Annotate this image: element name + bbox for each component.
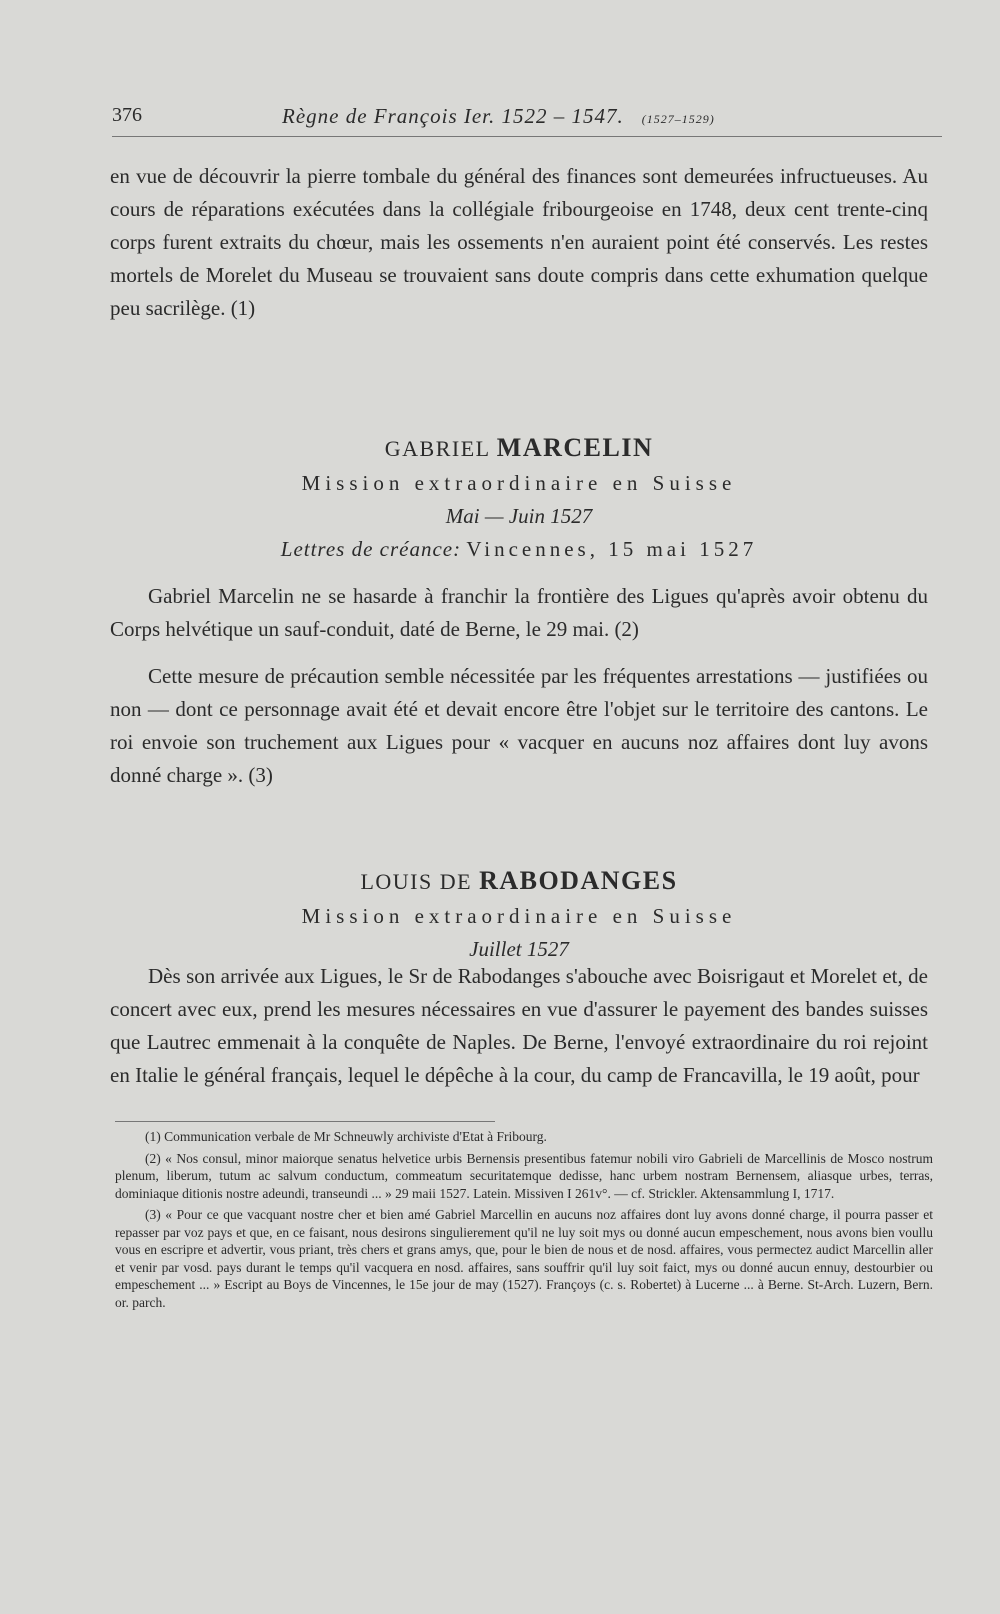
- section-title-prefix: GABRIEL: [384, 436, 490, 461]
- footnote-2: (2) « Nos consul, minor maiorque senatus helvetice urbis Bernensis presentibus fatemur nobili viro Gabrieli de Marcellinis de Mosco nostrum plenum, liberum, tutum ac salvum conductum, commeatum securitatemque dedisse, hanc urbem nostram Bernensem, aliasque urbes, terras, dominiaque ditionis nostre adeundi, transeundi ... » 29 maii 1527. Latein. Missiven I 261v°. — cf. Strickler. Aktensammlung I, 1717.: [115, 1150, 933, 1201]
- section-heading-marcelin: [110, 433, 928, 562]
- intro-paragraph-block: [110, 160, 928, 325]
- page-header: [112, 96, 942, 136]
- mission-dates: Juillet 1527: [469, 937, 569, 961]
- running-title-range: (1527–1529): [641, 112, 715, 126]
- creance-label: Lettres de créance:: [280, 537, 462, 561]
- running-title-text: Règne de François Ier. 1522 – 1547.: [282, 104, 624, 128]
- section-title: [110, 866, 928, 896]
- footnote-3: (3) « Pour ce que vacquant nostre cher et bien amé Gabriel Marcellin en aucuns noz affaires dont luy avons donné charge, il pourra passer et repasser par voz pays et que, en ce faisant, nous desirons singulierement qu'il ne luy soit mys ou donné aucun empeschement, nous avons bien voullu vous en escripre et advertir, vous priant, très chers et grans amys, que, pour le bien de nous et de nosd. affaires, vous permectez audict Marcellin aller et venir par vosd. pays durant le temps qu'il vacquera en nosd. affaires, sans souffrir qu'il luy soit faict, mys ou donné aucun ennuy, destourbier ou empeschement ... » Escript au Boys de Vincennes, le 15e jour de may (1527). Françoys (c. s. Robertet) à Lucerne ... à Berne. St-Arch. Luzern, Bern. or. parch.: [115, 1207, 933, 1310]
- page-number: 376: [112, 104, 142, 126]
- section2-body: [110, 960, 928, 1092]
- footnote-1: (1) Communication verbale de Mr Schneuwly archiviste d'Etat à Fribourg.: [145, 1129, 547, 1144]
- creance-value: Vincennes, 15 mai 1527: [466, 537, 758, 561]
- section2-paragraph-1: Dès son arrivée aux Ligues, le Sr de Rabodanges s'abouche avec Boisrigaut et Morelet et, de concert avec eux, prend les mesures nécessaires en vue d'assurer le payement des bandes suisses que Lautrec emmenait à la conquête de Naples. De Berne, l'envoyé extraordinaire du roi rejoint en Italie le général français, lequel le dépêche à la cour, du camp de Francavilla, le 19 août, pour: [110, 964, 928, 1087]
- footnotes: [115, 1128, 933, 1315]
- section1-paragraph-1: Gabriel Marcelin ne se hasarde à franchir la frontière des Ligues qu'après avoir obtenu du Corps helvétique un sauf-conduit, daté de Berne, le 29 mai. (2): [110, 584, 928, 641]
- running-title: [282, 104, 715, 129]
- section-heading-rabodanges: [110, 866, 928, 962]
- footnote-rule: [115, 1121, 495, 1122]
- section-title: [110, 433, 928, 463]
- section1-body: [110, 580, 928, 792]
- creance-line: [110, 537, 928, 562]
- mission-line: Mission extraordinaire en Suisse: [301, 904, 737, 928]
- section-title-main: MARCELIN: [496, 433, 654, 462]
- intro-paragraph: en vue de découvrir la pierre tombale du général des finances sont demeurées infructueuses. Au cours de réparations exécutées dans la collégiale fribourgeoise en 1748, deux cent trente-cinq corps furent extraits du chœur, mais les ossements n'en auraient point été conservés. Les restes mortels de Morelet du Museau se trouvaient sans doute compris dans cette exhumation quelque peu sacrilège. (1): [110, 164, 928, 320]
- mission-dates: Mai — Juin 1527: [445, 504, 593, 528]
- section-title-prefix: LOUIS DE: [360, 869, 473, 894]
- header-rule: [112, 136, 942, 137]
- mission-line: Mission extraordinaire en Suisse: [301, 471, 737, 495]
- section-title-main: RABODANGES: [479, 866, 678, 895]
- section1-paragraph-2: Cette mesure de précaution semble nécessitée par les fréquentes arrestations — justifiées ou non — dont ce personnage avait été et devait encore être l'objet sur le territoire des cantons. Le roi envoie son truchement aux Ligues pour « vacquer en aucuns noz affaires dont luy avons donné charge ». (3): [110, 664, 928, 787]
